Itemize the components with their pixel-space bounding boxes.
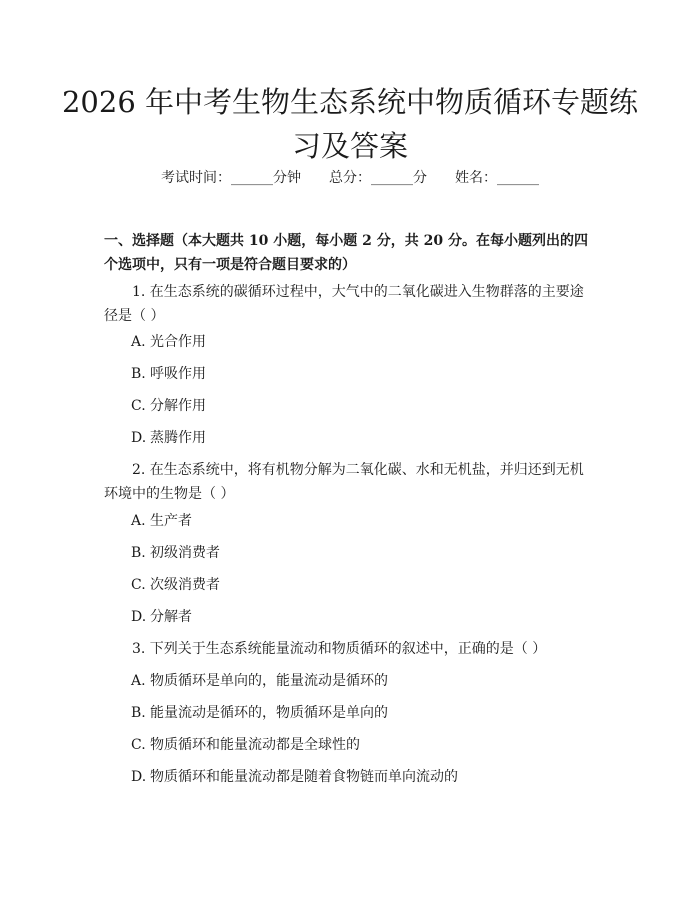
- question-2-option-c: C. 次级消费者: [131, 577, 220, 593]
- question-2-option-b: B. 初级消费者: [131, 545, 220, 561]
- exam-info: [0, 167, 700, 189]
- question-1-option-c: C. 分解作用: [131, 398, 206, 414]
- question-3-stem: 3. 下列关于生态系统能量流动和物质循环的叙述中，正确的是（ ）: [132, 641, 547, 657]
- exam-time-label: 考试时间：______分钟: [161, 170, 301, 186]
- question-3-option-c: C. 物质循环和能量流动都是全球性的: [131, 737, 360, 753]
- question-3-option-d: D. 物质循环和能量流动都是随着食物链而单向流动的: [131, 769, 458, 785]
- question-1-option-b: B. 呼吸作用: [131, 366, 206, 382]
- name-label: 姓名：______: [455, 170, 539, 186]
- section-heading: 一、选择题（本大题共 10 小题，每小题 2 分，共 20 分。在每小题列出的四个选项中，只有一项是符合题目要求的）: [104, 233, 588, 273]
- document-title: [60, 80, 640, 168]
- question-2-stem: 2. 在生态系统中，将有机物分解为二氧化碳、水和无机盐，并归还到无机环境中的生物是（ ）: [104, 462, 584, 502]
- question-3-option-a: A. 物质循环是单向的，能量流动是循环的: [131, 673, 388, 689]
- question-2-option-a: A. 生产者: [131, 513, 192, 529]
- question-1-option-a: A. 光合作用: [131, 334, 206, 350]
- question-1-option-d: D. 蒸腾作用: [131, 430, 206, 446]
- question-3-option-b: B. 能量流动是循环的，物质循环是单向的: [131, 705, 388, 721]
- title-line-2: 习及答案: [291, 129, 408, 163]
- question-2-option-d: D. 分解者: [131, 609, 192, 625]
- title-line-1: 2026 年中考生物生态系统中物质循环专题练: [61, 85, 639, 119]
- question-1-stem: 1. 在生态系统的碳循环过程中，大气中的二氧化碳进入生物群落的主要途径是（ ）: [104, 284, 584, 324]
- total-score-label: 总分：______分: [329, 170, 427, 186]
